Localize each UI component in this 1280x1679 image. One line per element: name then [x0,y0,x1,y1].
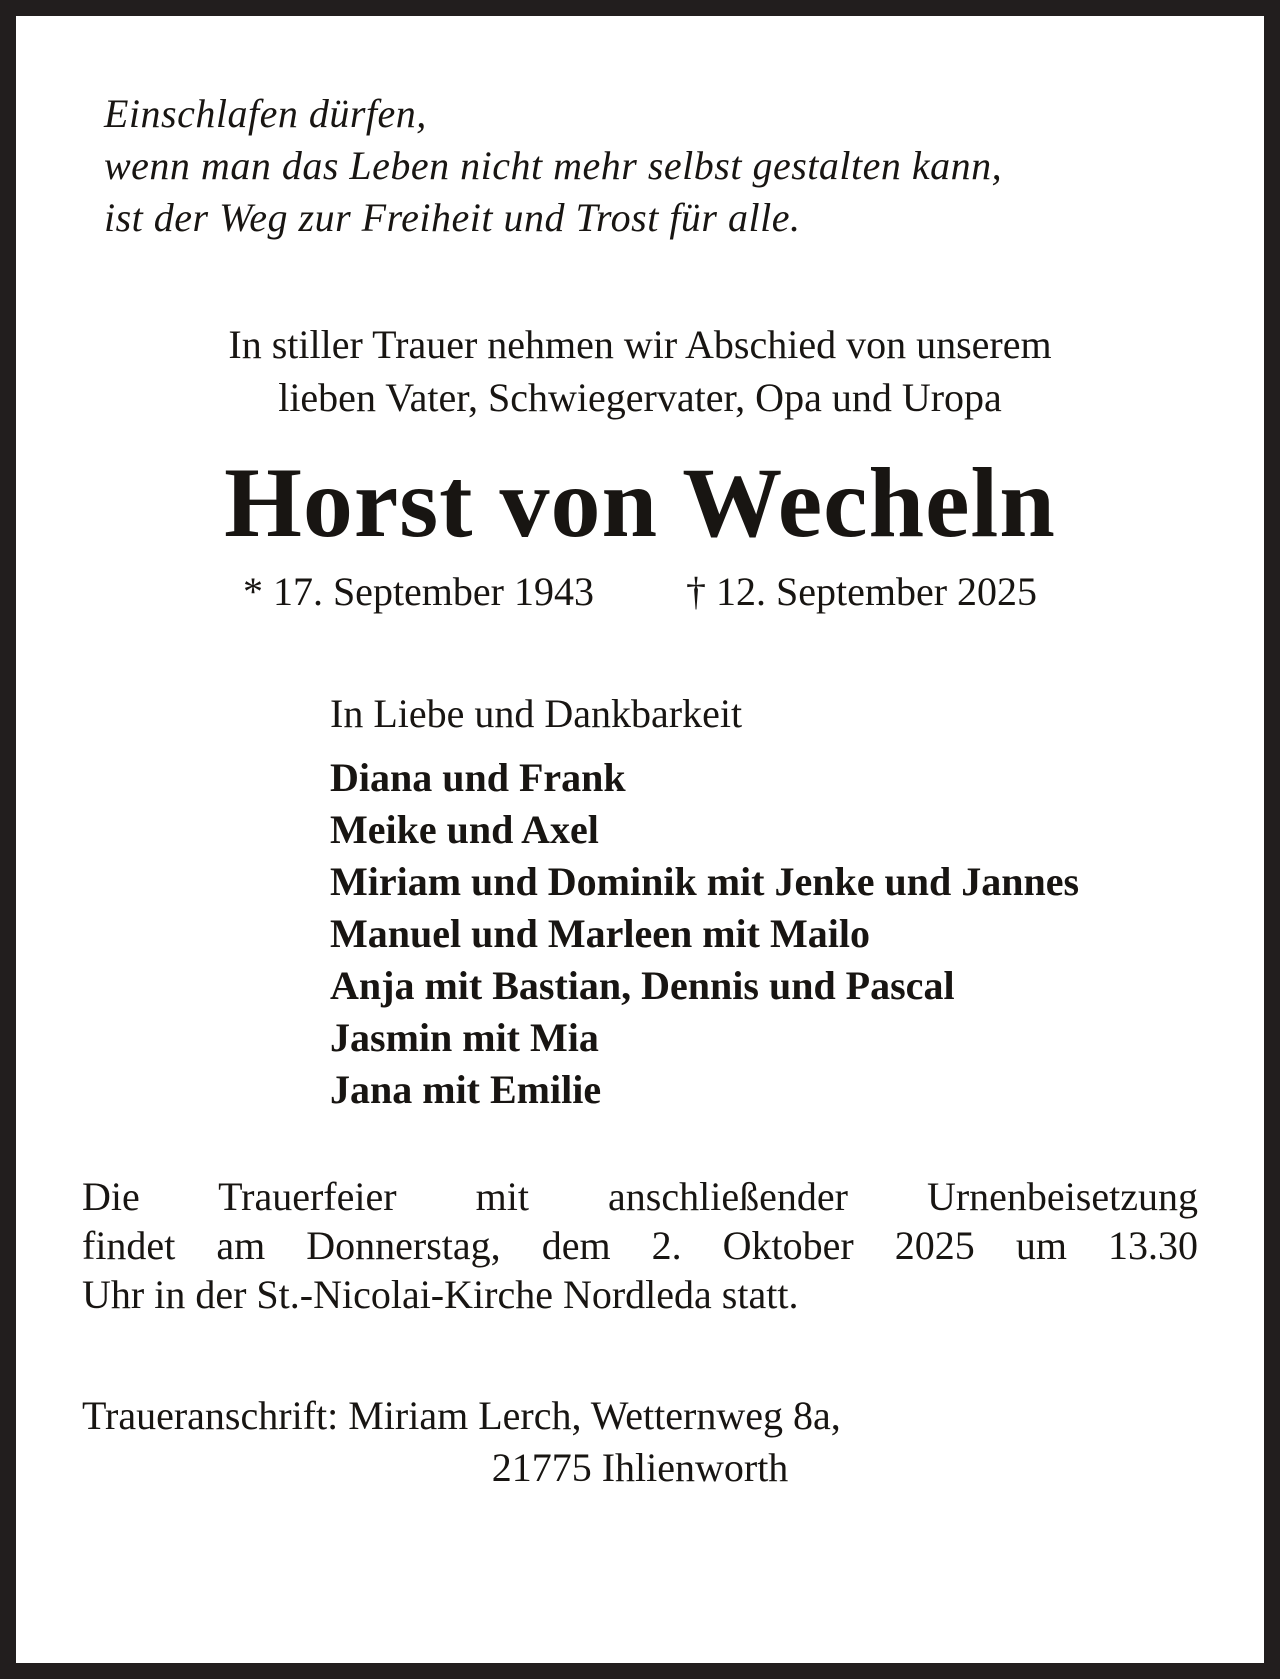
birth-date: * 17. September 1943 [242,569,594,614]
life-dates [82,566,1198,618]
mourner-line: Jana mit Emilie [330,1067,602,1112]
mourner-line: Jasmin mit Mia [330,1015,599,1060]
condolence-address [82,1390,1198,1494]
intro-text [82,318,1198,424]
address-line: 21775 Ihlienworth [491,1445,789,1490]
mourners-list [330,752,1198,1116]
mourner-line: Anja mit Bastian, Dennis und Pascal [330,963,955,1008]
mourner-line: Diana und Frank [330,755,626,800]
ceremony-line: Uhr in der St.-Nicolai-Kirche Nordleda statt. [82,1272,799,1317]
intro-line: lieben Vater, Schwiegervater, Opa und Uropa [278,375,1002,420]
ceremony-info [82,1172,1198,1319]
epigraph-line: ist der Weg zur Freiheit und Trost für alle. [104,195,801,240]
ceremony-line: findet am Donnerstag, dem 2. Oktober 2025 um 13.30 [82,1223,1198,1268]
epigraph-line: Einschlafen dürfen, [104,91,427,136]
mourner-line: Meike und Axel [330,807,599,852]
intro-line: In stiller Trauer nehmen wir Abschied von unserem [228,322,1052,367]
address-line: Traueranschrift: Miriam Lerch, Wetternweg 8a, [82,1393,841,1438]
ceremony-line: Die Trauerfeier mit anschließender Urnenbeisetzung [82,1174,1198,1219]
epigraph-line: wenn man das Leben nicht mehr selbst gestalten kann, [104,143,1003,188]
notice-content [16,88,1264,1679]
death-date: † 12. September 2025 [686,569,1038,614]
epigraph [104,88,1198,244]
mourner-line: Miriam und Dominik mit Jenke und Jannes [330,859,1080,904]
deceased-name: Horst von Wecheln [224,447,1056,558]
closing-line: In Liebe und Dankbarkeit [330,691,743,736]
mourner-line: Manuel und Marleen mit Mailo [330,911,870,956]
